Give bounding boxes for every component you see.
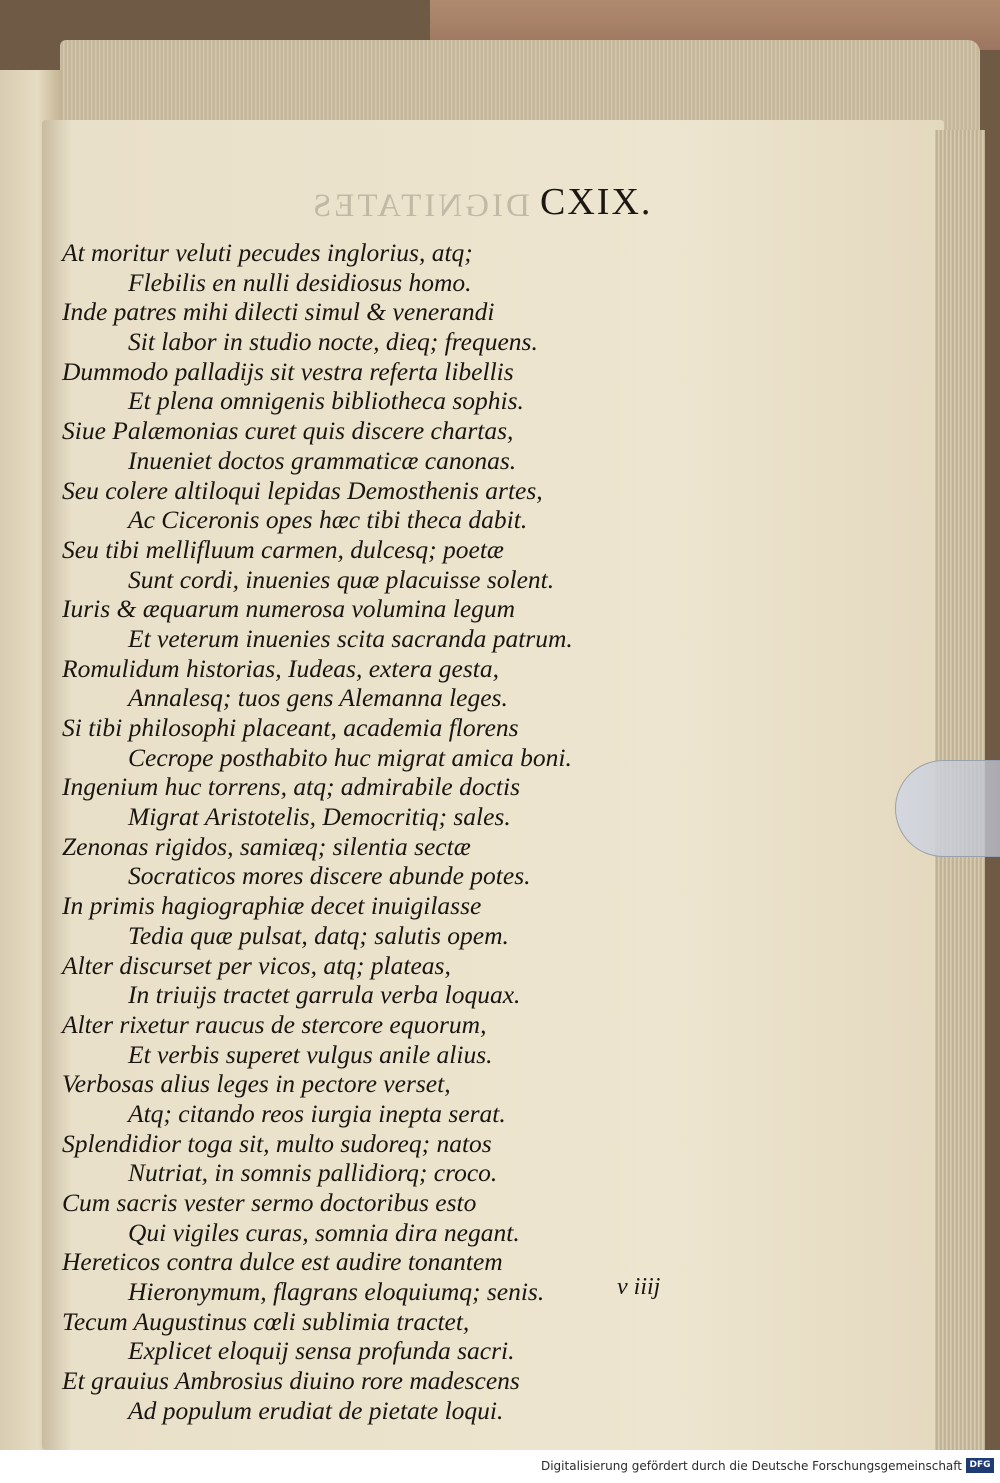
verse-line: Et plena omnigenis bibliotheca sophis. (128, 386, 524, 416)
verse-line: Splendidior toga sit, multo sudoreq; natos (62, 1128, 492, 1158)
footer-bar (0, 1450, 1000, 1483)
verse-line: Nutriat, in somnis pallidiorq; croco. (128, 1158, 498, 1188)
verse-text-block (62, 238, 922, 1426)
running-head-show-through: DIGNITATES (310, 188, 530, 224)
verse-line: In primis hagiographiæ decet inuigilasse (62, 891, 482, 921)
verse-line: Et grauius Ambrosius diuino rore madescens (62, 1366, 520, 1396)
verse-line: Explicet eloquij sensa profunda sacri. (128, 1336, 515, 1366)
verse-line: Qui vigiles curas, somnia dira negant. (128, 1217, 520, 1247)
verse-line: Hieronymum, flagrans eloquiumq; senis. (128, 1277, 545, 1307)
verse-line: Ad populum erudiat de pietate loqui. (128, 1395, 504, 1425)
verse-line: Sunt cordi, inuenies quæ placuisse solent. (128, 564, 555, 594)
verse-line: Migrat Aristotelis, Democritiq; sales. (128, 802, 511, 832)
verse-line: Sit labor in studio nocte, dieq; frequens. (128, 327, 538, 357)
verse-line: Dummodo palladijs sit vestra referta libellis (62, 356, 514, 386)
verse-line: Verbosas alius leges in pectore verset, (62, 1069, 451, 1099)
verse-line: Tedia quæ pulsat, datq; salutis opem. (128, 920, 509, 950)
verse-line: Iuris & æquarum numerosa volumina legum (62, 594, 516, 624)
verse-line: Inde patres mihi dilecti simul & venerandi (62, 297, 495, 327)
verse-line: Et veterum inuenies scita sacranda patrum. (128, 623, 573, 653)
funding-credit: Digitalisierung gefördert durch die Deutsche Forschungsgemeinschaft (540, 1459, 962, 1473)
verse-line: Socraticos mores discere abunde potes. (128, 861, 531, 891)
verse-line: Et verbis superet vulgus anile alius. (128, 1039, 493, 1069)
verse-line: Flebilis en nulli desidiosus homo. (128, 267, 472, 297)
verse-line: Ac Ciceronis opes hæc tibi theca dabit. (128, 505, 528, 535)
verse-line: Romulidum historias, Iudeas, extera gesta, (62, 653, 499, 683)
signature-mark: v iiij (617, 1274, 661, 1300)
verse-line: Zenonas rigidos, samiæq; silentia sectæ (62, 831, 471, 861)
verse-line: Annalesq; tuos gens Alemanna leges. (128, 683, 508, 713)
dfg-logo-icon: DFG (966, 1458, 994, 1473)
verse-line: Hereticos contra dulce est audire tonantem (62, 1247, 503, 1277)
verse-line: Alter rixetur raucus de stercore equorum, (62, 1009, 487, 1039)
verse-line: Seu tibi mellifluum carmen, dulcesq; poetæ (62, 534, 504, 564)
verse-line: Si tibi philosophi placeant, academia florens (62, 713, 519, 742)
verse-line: Siue Palæmonias curet quis discere chartas, (62, 416, 514, 446)
verse-line: Atq; citando reos iurgia inepta serat. (128, 1098, 506, 1128)
verse-line: Cum sacris vester sermo doctoribus esto (62, 1188, 477, 1217)
verse-line: Tecum Augustinus cœli sublimia tractet, (62, 1306, 470, 1336)
verse-line: Alter discurset per vicos, atq; plateas, (62, 950, 451, 980)
verse-line: Ingenium huc torrens, atq; admirabile doctis (62, 772, 521, 802)
verse-line: Inueniet doctos grammaticæ canonas. (128, 445, 517, 475)
verse-line: Cecrope posthabito huc migrat amica boni. (128, 742, 572, 772)
folio-number: CXIX. (540, 181, 653, 223)
verse-line: At moritur veluti pecudes inglorius, atq; (62, 238, 473, 267)
verse-line: In triuijs tractet garrula verba loquax. (128, 980, 521, 1010)
verse-line: Seu colere altiloqui lepidas Demosthenis artes, (62, 475, 543, 505)
